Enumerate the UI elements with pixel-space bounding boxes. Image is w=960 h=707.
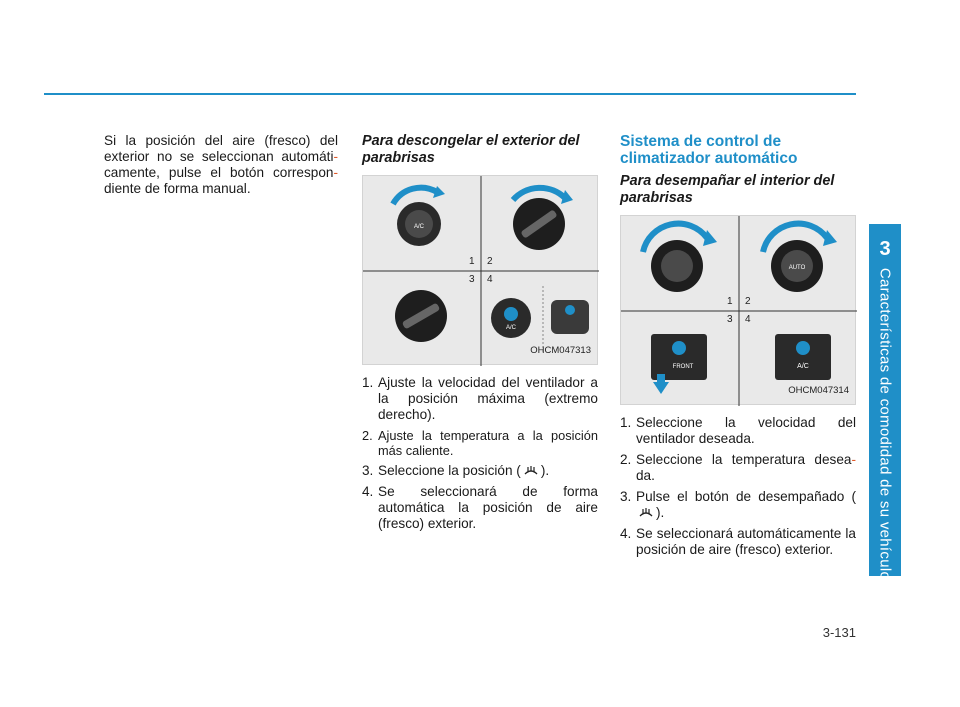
figure-label-1: 1	[727, 296, 733, 307]
figure-label-3: 3	[727, 314, 733, 325]
step-number: 4.	[620, 526, 632, 541]
intro-line: camente, pulse el botón correspon	[104, 165, 334, 180]
figure-label-2: 2	[487, 256, 493, 267]
step-text: da.	[636, 468, 655, 483]
figure-code: OHCM047313	[530, 345, 591, 356]
steps-defrost-exterior	[362, 375, 598, 532]
subheading-defrost-exterior: Para descongelar el exterior del parabrisas	[362, 133, 580, 166]
column-intro	[104, 133, 338, 197]
step-text: ).	[540, 463, 550, 478]
step-number: 2.	[620, 452, 632, 467]
step-item	[620, 452, 856, 484]
defrost-icon	[523, 465, 539, 478]
step-item	[362, 428, 598, 458]
step-text: Ajuste la velocidad del ventilador a la posición máxima (extremo derecho).	[378, 375, 598, 422]
auto-climate-illustration	[621, 216, 857, 406]
step-text: Seleccione la temperatura desea	[636, 452, 852, 467]
ac-button-text: A/C	[797, 363, 809, 370]
step-item	[620, 526, 856, 558]
step-text: Pulse el botón de desempañado (	[636, 489, 856, 504]
step-number: 1.	[362, 375, 374, 390]
ac-button-text: A/C	[505, 325, 517, 331]
step-item	[362, 375, 598, 423]
figure-label-3: 3	[469, 274, 475, 285]
figure-code: OHCM047314	[788, 385, 849, 396]
chapter-tab[interactable]	[869, 224, 901, 581]
step-item	[362, 484, 598, 532]
figure-label-4: 4	[487, 274, 493, 285]
step-text: ).	[656, 505, 665, 520]
step-item	[362, 463, 598, 479]
intro-line: exterior no se seleccionan automáti	[104, 149, 334, 164]
page-number: 3-131	[822, 625, 856, 640]
subheading-defog-interior: Para desempañar el interior del parabrisas	[620, 173, 835, 206]
knob-ac-text: A/C	[413, 224, 425, 230]
step-number: 1.	[620, 415, 632, 430]
chapter-number: 3	[879, 238, 891, 260]
step-text: Se seleccionará automáticamente la posición de aire (fresco) exterior.	[636, 526, 856, 557]
intro-line: Si la posición del aire (fresco) del	[104, 133, 338, 148]
step-number: 3.	[362, 463, 374, 478]
figure-manual-climate	[362, 175, 598, 365]
figure-label-4: 4	[745, 314, 751, 325]
hyphen-mark: -	[851, 452, 856, 467]
column-defrost-exterior	[362, 133, 598, 537]
figure-label-1: 1	[469, 256, 475, 267]
step-item	[620, 415, 856, 447]
figure-label-2: 2	[745, 296, 751, 307]
hyphen-mark: -	[333, 165, 338, 180]
hyphen-mark: -	[333, 149, 338, 164]
defrost-icon	[638, 507, 654, 520]
section-title: Sistema de control de climatizador automático	[620, 133, 798, 167]
step-text: Se seleccionará de forma automática la posición de aire (fresco) exterior.	[378, 484, 598, 531]
front-button-text: FRONT	[672, 364, 694, 370]
step-number: 3.	[620, 489, 632, 504]
step-item	[620, 489, 856, 521]
manual-climate-illustration	[363, 176, 599, 366]
chapter-title: Características de comodidad de su vehículo	[876, 267, 894, 581]
step-text: Ajuste la temperatura a la posición más caliente.	[378, 428, 598, 458]
header-rule	[44, 93, 856, 95]
step-text: Seleccione la posición (	[378, 463, 521, 478]
figure-auto-climate	[620, 215, 856, 405]
auto-knob-text: AUTO	[788, 265, 806, 271]
intro-line: diente de forma manual.	[104, 181, 251, 196]
steps-defog-interior	[620, 415, 856, 558]
step-text: Seleccione la velocidad del ventilador deseada.	[636, 415, 856, 446]
step-number: 2.	[362, 428, 373, 443]
intro-paragraph	[104, 133, 338, 197]
step-number: 4.	[362, 484, 374, 499]
column-auto-climate	[620, 133, 856, 563]
